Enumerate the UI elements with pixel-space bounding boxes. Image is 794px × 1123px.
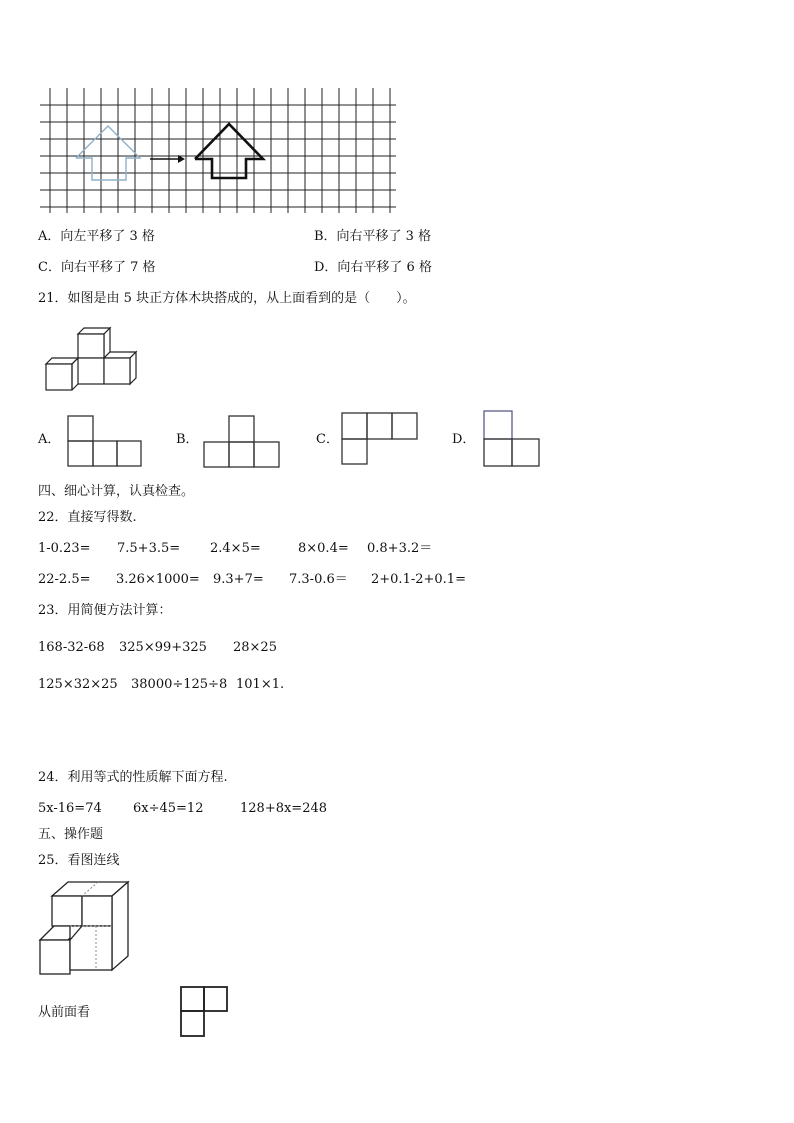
q25-cube-stack-figure bbox=[38, 880, 132, 976]
q25-stem: 25．看图连线 bbox=[38, 853, 120, 868]
q24-item: 5x-16=74 bbox=[38, 801, 102, 816]
q20-option-a: A．向左平移了 3 格 bbox=[38, 229, 155, 244]
q21-cube-stack-figure bbox=[44, 326, 144, 392]
q24-stem: 24．利用等式的性质解下面方程. bbox=[38, 770, 228, 785]
q20-option-d: D．向右平移了 6 格 bbox=[314, 260, 432, 275]
q24-item: 6x÷45=12 bbox=[133, 801, 204, 816]
q20-option-b: B．向右平移了 3 格 bbox=[314, 229, 432, 244]
q22-item: 9.3+7= bbox=[213, 572, 264, 587]
q22-item: 7.3-0.6＝ bbox=[289, 572, 348, 587]
q21-option-d-view bbox=[483, 410, 541, 468]
q23-item: 168-32-68 bbox=[38, 640, 105, 655]
q22-item: 0.8+3.2＝ bbox=[367, 541, 433, 556]
q21-option-c-label: C． bbox=[316, 432, 339, 447]
section-4-heading: 四、细心计算，认真检查。 bbox=[38, 484, 195, 499]
section-5-heading: 五、操作题 bbox=[38, 827, 104, 842]
q21-option-a-view bbox=[67, 415, 143, 467]
q20-option-c: C．向右平移了 7 格 bbox=[38, 260, 156, 275]
q22-item: 1-0.23= bbox=[38, 541, 91, 556]
q25-front-view bbox=[179, 985, 229, 1039]
q24-item: 128+8x=248 bbox=[240, 801, 328, 816]
q22-item: 3.26×1000= bbox=[116, 572, 200, 587]
q21-option-b-view bbox=[203, 415, 281, 469]
translation-grid-figure bbox=[40, 88, 400, 214]
q21-option-c-view bbox=[341, 412, 419, 466]
q22-item: 2.4×5= bbox=[210, 541, 261, 556]
q23-stem: 23．用简便方法计算： bbox=[38, 603, 172, 618]
q22-stem: 22．直接写得数. bbox=[38, 510, 137, 525]
original-arrow-shape bbox=[76, 126, 140, 180]
q23-item: 325×99+325 bbox=[119, 640, 207, 655]
q23-item: 101×1. bbox=[236, 677, 285, 692]
moved-arrow-shape bbox=[195, 124, 263, 178]
q22-item: 8×0.4= bbox=[298, 541, 349, 556]
q21-stem: 21．如图是由 5 块正方体木块搭成的，从上面看到的是（ ）。 bbox=[38, 291, 416, 306]
q21-option-a-label: A． bbox=[38, 432, 61, 447]
q21-option-b-label: B． bbox=[176, 432, 199, 447]
q23-item: 125×32×25 bbox=[38, 677, 118, 692]
q23-item: 28×25 bbox=[233, 640, 277, 655]
q23-item: 38000÷125÷8 bbox=[131, 677, 228, 692]
q22-item: 22-2.5= bbox=[38, 572, 91, 587]
q22-item: 7.5+3.5= bbox=[117, 541, 181, 556]
q22-item: 2+0.1-2+0.1= bbox=[371, 572, 466, 587]
q25-view-label: 从前面看 bbox=[38, 1005, 91, 1020]
q21-option-d-label: D． bbox=[452, 432, 476, 447]
